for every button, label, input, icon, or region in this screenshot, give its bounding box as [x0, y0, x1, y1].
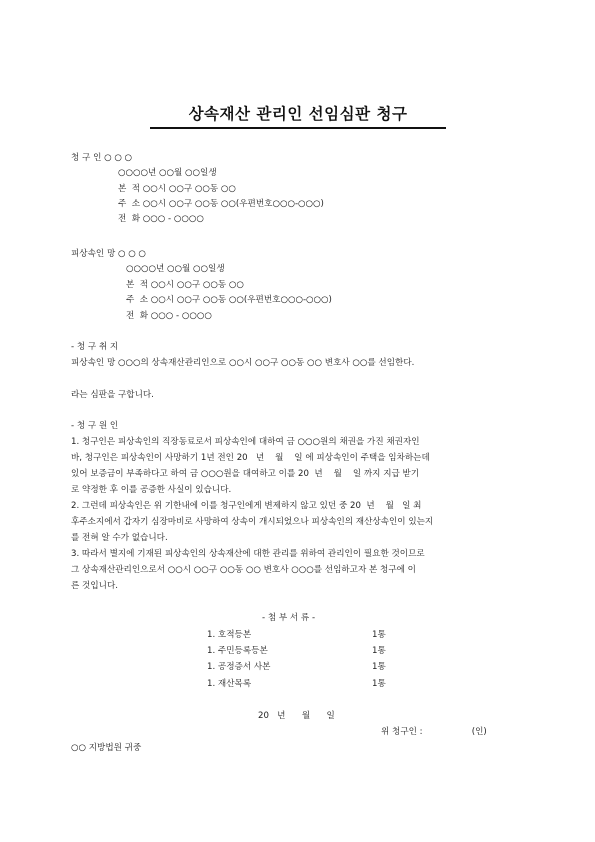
filing-date: 20 년 월 일: [258, 711, 335, 721]
cause-line: 를 전혀 알 수가 없습니다.: [71, 533, 168, 543]
attachment-name: 1. 공정증서 사본: [207, 662, 271, 672]
attachment-qty: 1통: [372, 662, 386, 672]
court-name: ○○ 지방법원 귀중: [71, 743, 142, 753]
claimant-domicile: 본 적 ○○시 ○○구 ○○동 ○○: [118, 184, 236, 194]
attachment-name: 1. 호적등본: [207, 630, 252, 640]
deceased-domicile: 본 적 ○○시 ○○구 ○○동 ○○: [126, 280, 244, 290]
attachment-qty: 1통: [372, 646, 386, 656]
cause-line: 로 약정한 후 이를 공증한 사실이 있습니다.: [71, 485, 232, 495]
cause-line: 른 것입니다.: [71, 581, 118, 591]
claimant-address: 주 소 ○○시 ○○구 ○○동 ○○(우편번호○○○-○○○): [118, 199, 324, 209]
attachments-heading: - 첨 부 서 류 -: [262, 613, 316, 623]
cause-line: 있어 보증금이 부족하다고 하여 금 ○○○원을 대여하고 이를 20 년 월 일 까지 지급 받기: [71, 469, 420, 479]
attachment-name: 1. 재산목록: [207, 679, 252, 689]
deceased-address: 주 소 ○○시 ○○구 ○○동 ○○(우편번호○○○-○○○): [126, 295, 332, 305]
title-underline: [150, 127, 446, 129]
signature-line: 위 청구인 : (인): [381, 727, 487, 737]
cause-line: 그 상속재산관리인으로서 ○○시 ○○구 ○○동 ○○ 변호사 ○○○를 선임하고자 본 청구에 이: [71, 565, 416, 575]
purpose-text: 피상속인 망 ○○○의 상속재산관리인으로 ○○시 ○○구 ○○동 ○○ 변호사 ○○를 선임한다.: [71, 358, 415, 368]
attachment-qty: 1통: [372, 630, 386, 640]
cause-line: 1. 청구인은 피상속인의 직장동료로서 피상속인에 대하여 금 ○○○원의 채권을 가진 채권자인: [71, 437, 420, 447]
cause-line: 바, 청구인은 피상속인이 사망하기 1년 전인 20 년 월 일 에 피상속인이 주택을 임차하는데: [71, 453, 430, 463]
deceased-birth: ○○○○년 ○○월 ○○일생: [126, 264, 225, 274]
deceased-label: 피상속인 망 ○ ○ ○: [71, 249, 146, 259]
deceased-phone: 전 화 ○○○ - ○○○○: [126, 311, 212, 321]
cause-heading: - 청 구 원 인: [71, 421, 119, 431]
claimant-label: 청 구 인 ○ ○ ○: [71, 153, 133, 163]
claimant-phone: 전 화 ○○○ - ○○○○: [118, 214, 204, 224]
document-title: 상속재산 관리인 선임심판 청구: [188, 105, 408, 123]
cause-line: 후주소지에서 갑자기 심장마비로 사망하여 상속이 개시되었으나 피상속인의 재산상속인이 있는지: [71, 517, 434, 527]
cause-line: 3. 따라서 별지에 기재된 피상속인의 상속재산에 대한 관리를 위하여 관리인이 필요한 것이므로: [71, 549, 425, 559]
attachment-qty: 1통: [372, 679, 386, 689]
purpose-closing: 라는 심판을 구합니다.: [71, 390, 154, 400]
purpose-heading: - 청 구 취 지: [71, 342, 119, 352]
attachment-name: 1. 주민등록등본: [207, 646, 268, 656]
claimant-birth: ○○○○년 ○○월 ○○일생: [118, 168, 217, 178]
cause-line: 2. 그런데 피상속인은 위 기한내에 이를 청구인에게 변제하지 않고 있던 중 20 년 월 일 최: [71, 501, 422, 511]
